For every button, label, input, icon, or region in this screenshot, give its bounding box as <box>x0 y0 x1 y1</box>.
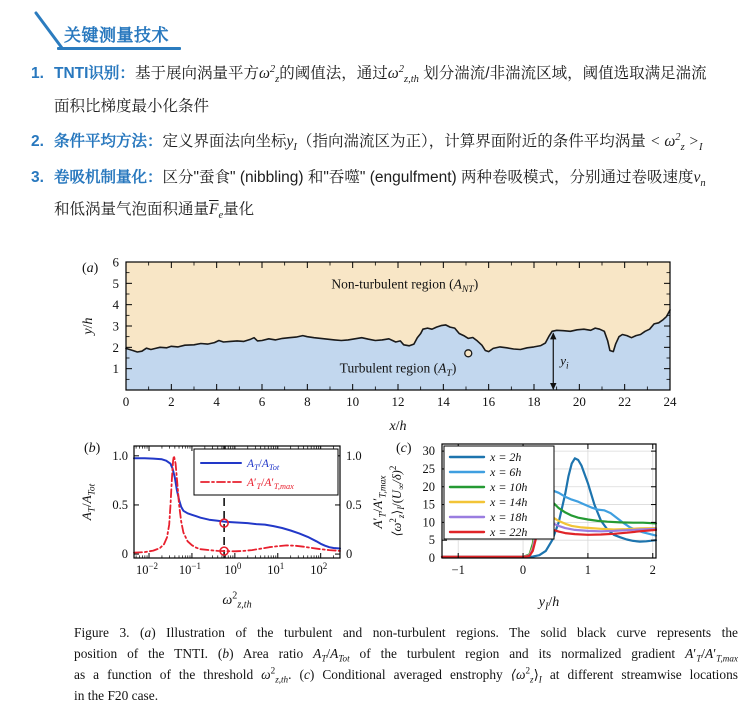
item-text: 定义界面法向坐标$y_I$（指向湍流区为正），计算界面附近的条件平均涡量 < $\omega^2_z >_I$ <box>162 131 703 154</box>
svg-text:15: 15 <box>422 497 435 512</box>
svg-text:1.0: 1.0 <box>112 448 128 463</box>
svg-text:10: 10 <box>422 515 435 530</box>
svg-text:x = 22h: x = 22h <box>490 525 528 539</box>
svg-text:8: 8 <box>304 394 311 409</box>
svg-text:2: 2 <box>112 339 119 355</box>
svg-text:5: 5 <box>428 533 435 548</box>
section-header <box>0 0 742 54</box>
svg-text:22: 22 <box>618 394 632 409</box>
item-number: 2. <box>31 133 44 151</box>
svg-text:yI/h: $y_I/h$ <box>538 595 560 612</box>
section-title: 关键测量技术 <box>64 26 169 45</box>
svg-text:20: 20 <box>422 479 435 494</box>
svg-text:A′T/A′T,max: $A'_T/A'_{T,max}$ <box>247 477 294 491</box>
caption-line: in the F20 case. <box>74 688 159 703</box>
svg-text:0: 0 <box>121 547 128 562</box>
svg-text:x = 2h: x = 2h <box>490 450 522 464</box>
list-item-tnti <box>31 58 720 123</box>
svg-text:AT/ATot: $A_T/A_{Tot}$ <box>247 458 280 472</box>
svg-text:AT/ATot: $A_T/A_{Tot}$ <box>79 483 98 521</box>
svg-text:0: 0 <box>122 394 130 409</box>
subplot-b-area-ratio <box>78 434 388 612</box>
svg-text:(a): (a) <box>82 261 99 276</box>
svg-text:101: $10^1$ <box>267 561 285 577</box>
item-text: 基于展向涡量平方$\omega^2_z$的阈值法，通过$\omega^2_{z,th}$ 划分湍流/非湍流区域，阈值选取满足湍流面积比梯度最小化条件 <box>54 63 707 115</box>
svg-text:x/h: x/h <box>389 419 407 434</box>
svg-text:10−1: $10^{-1}$ <box>178 561 201 577</box>
svg-text:30: 30 <box>422 444 435 459</box>
subplot-a-tnti-illustration <box>78 254 738 434</box>
svg-text:14: 14 <box>436 394 450 409</box>
svg-text:18: 18 <box>527 394 541 409</box>
list-item-conditional-average <box>31 126 720 159</box>
svg-text:1.0: 1.0 <box>346 448 362 463</box>
svg-text:ω2z,th: $\omega^2_{z,th}$ <box>222 590 252 611</box>
svg-text:1: 1 <box>584 563 592 577</box>
caption-line: position of the TNTI. (b) Area ratio $A_T/A_{Tot}$ of the turbulent region and its normalized gradient $A'_T/A'_{T,max}$ <box>74 646 738 664</box>
item-label: TNTI识别： <box>54 65 135 82</box>
svg-text:0: 0 <box>428 551 435 565</box>
svg-text:x = 6h: x = 6h <box>490 465 522 479</box>
svg-text:100: $10^0$ <box>224 561 242 577</box>
svg-text:2: 2 <box>168 394 175 409</box>
header-underline <box>57 47 181 50</box>
svg-text:0.5: 0.5 <box>112 497 128 512</box>
item-number: 1. <box>31 65 44 82</box>
item-number: 3. <box>31 168 44 186</box>
svg-text:(b): (b) <box>84 441 101 456</box>
svg-text:20: 20 <box>572 394 586 409</box>
svg-text:Turbulent region (AT): Turbulent region $(A_T)$ <box>339 360 457 380</box>
caption-line: as a function of the threshold $\omega^2_{z,th}$. (c) Conditional averaged enstrophy $⟨\omega^2_z⟩_I$ at different streamwise locations <box>74 665 738 685</box>
svg-text:Non-turbulent region (ANT): Non-turbulent region $(A_{NT})$ <box>331 276 479 295</box>
item-label: 卷吸机制量化： <box>54 168 163 186</box>
svg-text:102: $10^2$ <box>310 561 328 577</box>
slash-icon <box>33 10 67 52</box>
svg-text:4: 4 <box>213 394 220 409</box>
item-label: 条件平均方法： <box>54 133 163 151</box>
svg-text:10−2: $10^{-2}$ <box>135 561 159 577</box>
subplot-row <box>78 434 738 612</box>
svg-text:−1: −1 <box>451 563 465 577</box>
svg-text:24: 24 <box>663 394 677 409</box>
svg-text:16: 16 <box>482 394 496 409</box>
svg-text:(c): (c) <box>396 441 412 456</box>
key-points-list <box>31 55 720 227</box>
list-item-entrainment <box>31 162 720 227</box>
svg-text:3: 3 <box>112 318 119 334</box>
svg-text:0: 0 <box>346 547 353 562</box>
svg-text:2: 2 <box>649 563 656 577</box>
svg-text:4: 4 <box>112 297 119 313</box>
svg-text:25: 25 <box>422 461 435 476</box>
svg-text:5: 5 <box>112 275 119 291</box>
caption-line: Figure 3. (a) Illustration of the turbulent and non-turbulent regions. The solid black curve represents the <box>74 625 738 640</box>
svg-text:6: 6 <box>258 394 266 409</box>
svg-text:0.5: 0.5 <box>346 497 362 512</box>
svg-text:x = 14h: x = 14h <box>490 495 528 509</box>
svg-text:12: 12 <box>391 394 405 409</box>
item-text: 区分"蚕食" (nibbling) 和"吞噬" (engulfment) 两种卷吸模式，分别通过卷吸速度$v_n$和低涡量气泡面积通量$\overline{F}_e$量化 <box>54 168 706 222</box>
figure-3 <box>74 254 738 706</box>
subplot-c-enstrophy <box>388 434 708 612</box>
svg-text:yi: $y_i$ <box>560 353 569 372</box>
svg-text:A′T/A′T,max: $A'_T/A'_{T,max}$ <box>370 475 388 529</box>
svg-text:10: 10 <box>346 394 360 409</box>
svg-text:x = 18h: x = 18h <box>490 510 528 524</box>
svg-text:6: 6 <box>112 254 119 270</box>
svg-text:1: 1 <box>112 361 119 377</box>
svg-text:y/h: y/h <box>81 317 96 335</box>
svg-text:⟨ω2z⟩I/(U∞/δ)2: $⟨\omega^2_z⟩_I/(U_\infty/\delta)^2$ <box>388 465 407 537</box>
svg-text:0: 0 <box>519 563 527 577</box>
svg-text:x = 10h: x = 10h <box>490 480 528 494</box>
figure-caption <box>74 622 738 706</box>
